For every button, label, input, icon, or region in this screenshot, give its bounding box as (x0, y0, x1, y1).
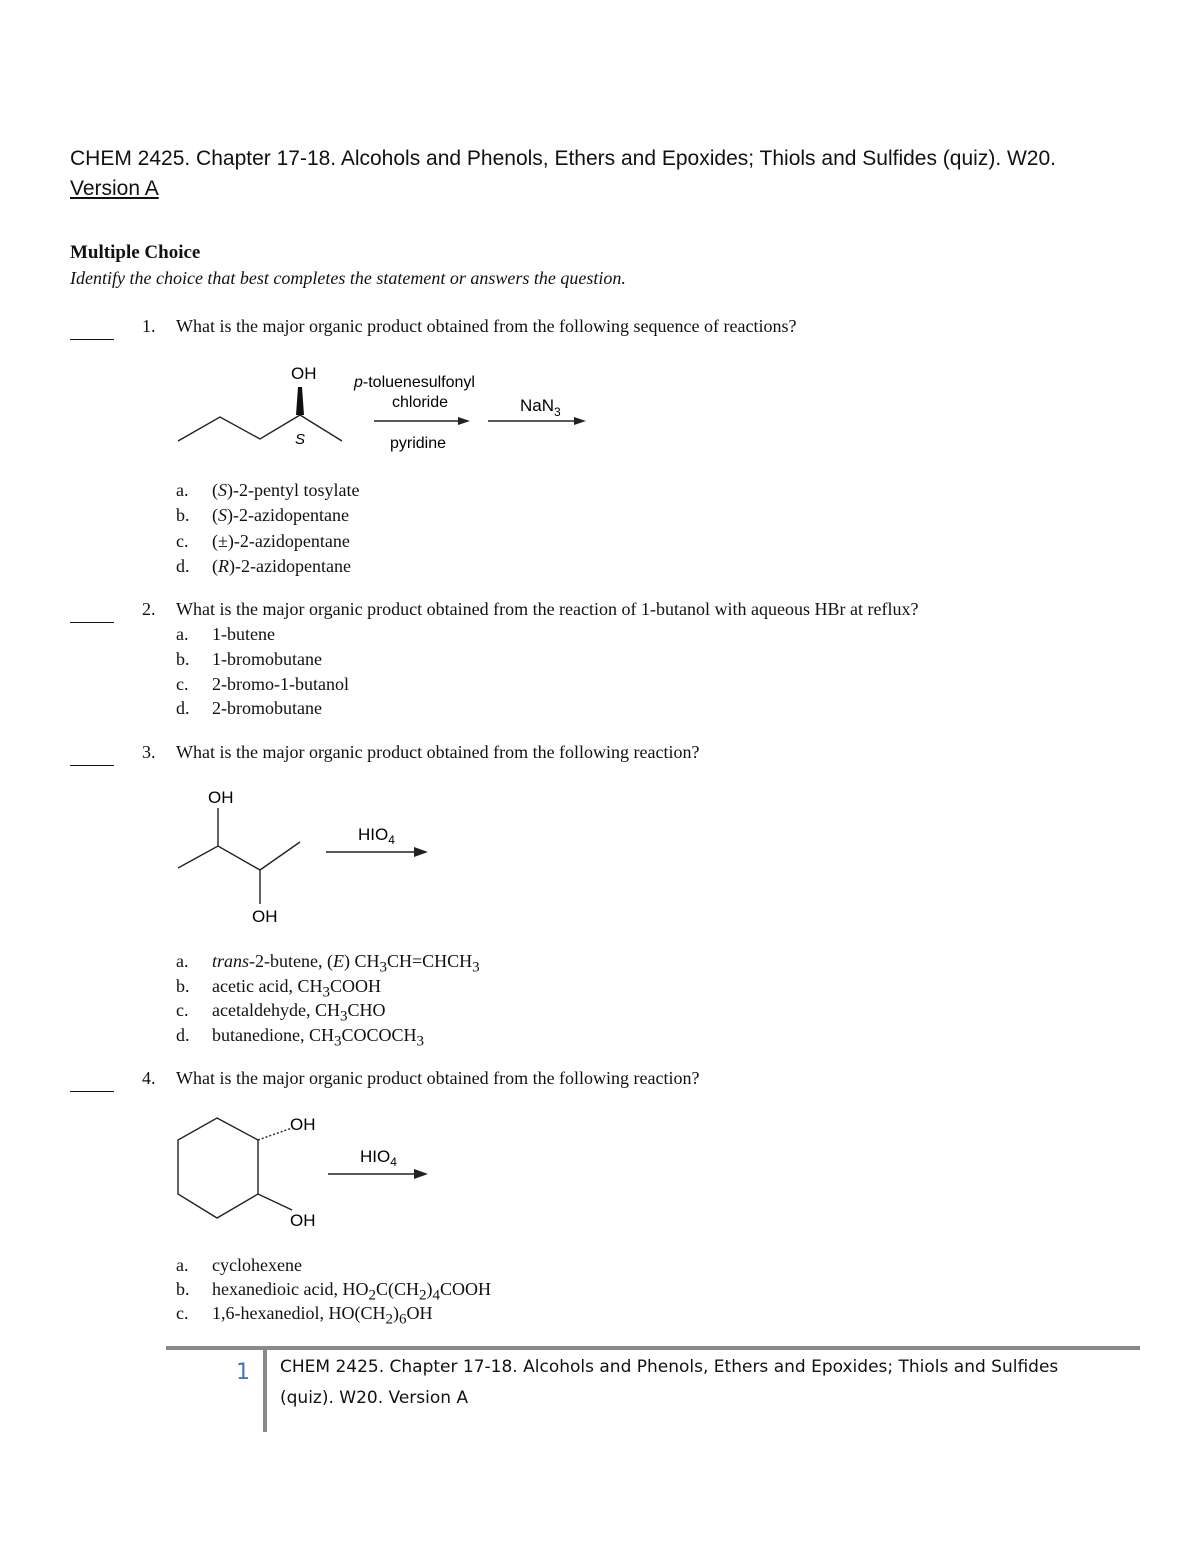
svg-text:NaN3 (520, 396, 561, 419)
reaction-scheme-1 (170, 355, 610, 465)
choice-4b[interactable]: b. hexanedioic acid, $HO_2C(CH_2)_4COOH$ (176, 1279, 491, 1304)
reagent-prefix: p (354, 374, 363, 391)
pentane-chain (178, 415, 342, 441)
question-number-3: 3. (142, 742, 156, 762)
question-number-2: 2. (142, 599, 156, 619)
reagent-hio4-subscript: 4 (388, 833, 395, 847)
choice-2d[interactable]: d. 2-bromobutane (176, 698, 322, 718)
footer-rule (166, 1346, 1140, 1350)
cyclohexane-ring (178, 1118, 258, 1218)
title-line-1: CHEM 2425. Chapter 17-18. Alcohols and Phenols, Ethers and Epoxides; Thiols and Sulfides (quiz). W20. (70, 147, 1056, 170)
question-number-1: 1. (142, 316, 156, 336)
arrowhead-3 (414, 847, 428, 857)
choice-4c[interactable]: c. 1,6-hexanediol, $HO(CH_2)_6OH$ (176, 1303, 433, 1328)
svg-text:p-toluenesulfonyl (353, 374, 475, 391)
oh-label-bottom: OH (252, 907, 278, 926)
choice-2a[interactable]: a. 1-butene (176, 624, 275, 644)
reagent-2: NaN (520, 396, 555, 415)
answer-blank-3[interactable] (70, 765, 114, 766)
stereocenter-label: S (295, 431, 306, 448)
reaction-scheme-4 (170, 1108, 450, 1233)
section-heading: Multiple Choice (70, 242, 201, 263)
oh-label-top: OH (290, 1115, 316, 1134)
reagent-1-line-2: chloride (392, 394, 449, 411)
answer-blank-4[interactable] (70, 1091, 114, 1092)
choice-2c[interactable]: c. 2-bromo-1-butanol (176, 674, 349, 694)
footer-divider (263, 1350, 267, 1432)
arrowhead-4 (414, 1169, 428, 1179)
choice-3a[interactable]: a. trans-2-butene, (E) $CH_3CH=CHCH_3$ (176, 951, 480, 976)
reagent-hio4: HIO (360, 1147, 391, 1166)
question-text-2: What is the major organic product obtained from the reaction of 1-butanol with aqueous HBr at reflux? (176, 599, 919, 619)
question-text-4: What is the major organic product obtained from the following reaction? (176, 1068, 700, 1088)
arrowhead-2 (574, 417, 586, 425)
choice-1d[interactable]: d. (R)-2-azidopentane (176, 556, 351, 576)
section-instructions: Identify the choice that best completes the statement or answers the question. (70, 268, 626, 288)
choice-3b[interactable]: b. acetic acid, $CH_3COOH$ (176, 976, 381, 1001)
choice-1a[interactable]: a. (S)-2-pentyl tosylate (176, 480, 360, 500)
document-title (70, 144, 1150, 204)
footer-text: CHEM 2425. Chapter 17-18. Alcohols and Phenols, Ethers and Epoxides; Thiols and Sulfides (quiz). W20. Version A (280, 1357, 1059, 1408)
reaction-scheme-3 (170, 782, 450, 932)
choice-3d[interactable]: d. butanedione, $CH_3COCOCH_3$ (176, 1025, 424, 1050)
reagent-hio4-subscript: 4 (390, 1155, 397, 1169)
choice-4a[interactable]: a. cyclohexene (176, 1255, 302, 1275)
question-text-3: What is the major organic product obtained from the following reaction? (176, 742, 700, 762)
reagent-1-line-1: -toluenesulfonyl (362, 374, 475, 391)
wedge-bond (296, 387, 304, 415)
svg-text:HIO4 (358, 825, 395, 847)
reagent-2-subscript: 3 (554, 405, 561, 419)
answer-blank-1[interactable] (70, 339, 114, 340)
svg-text:HIO4 (360, 1147, 397, 1169)
choice-1b[interactable]: b. (S)-2-azidopentane (176, 505, 349, 525)
question-text-1: What is the major organic product obtained from the following sequence of reactions? (176, 316, 797, 336)
oh-label: OH (291, 364, 317, 383)
oh-label-bottom: OH (290, 1211, 316, 1230)
page-number: 1 (236, 1360, 250, 1385)
choice-2b[interactable]: b. 1-bromobutane (176, 649, 322, 669)
butane-chain (178, 842, 300, 870)
reagent-hio4: HIO (358, 825, 389, 844)
hash-bond-top (258, 1128, 292, 1140)
choice-1c[interactable]: c. (±)-2-azidopentane (176, 531, 350, 551)
oh-label-top: OH (208, 788, 234, 807)
question-number-4: 4. (142, 1068, 156, 1088)
reagent-1-below: pyridine (390, 435, 447, 452)
arrowhead-1 (458, 417, 470, 425)
bond-bottom (258, 1194, 292, 1210)
title-version: Version A (70, 177, 159, 200)
answer-blank-2[interactable] (70, 622, 114, 623)
choice-3c[interactable]: c. acetaldehyde, $CH_3CHO$ (176, 1000, 386, 1025)
